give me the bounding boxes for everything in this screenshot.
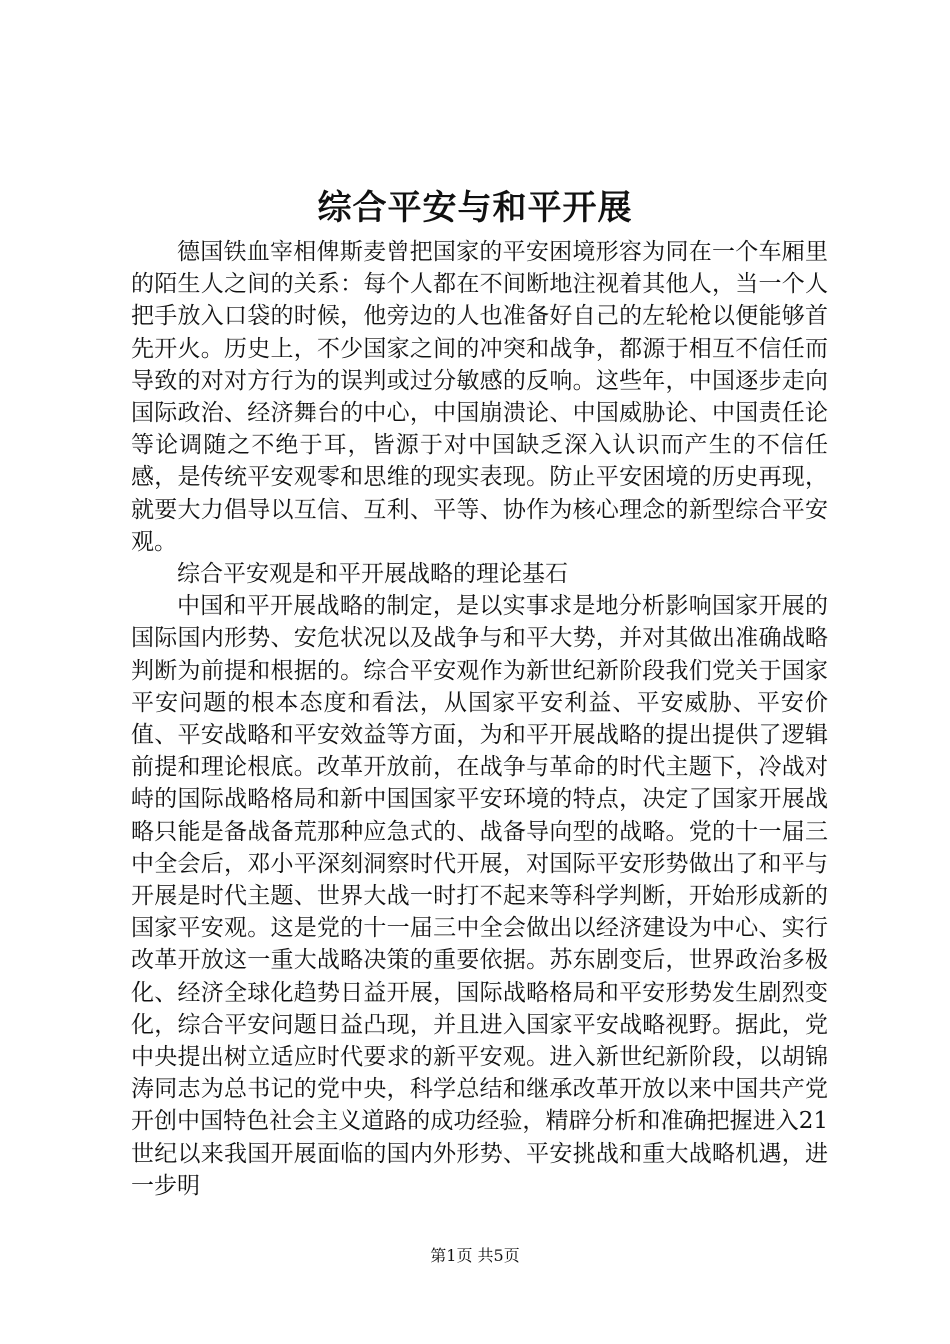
document-body (131, 236, 828, 1202)
section-heading: 综合平安观是和平开展战略的理论基石 (177, 561, 568, 588)
paragraph-main: 中国和平开展战略的制定，是以实事求是地分析影响国家开展的国际国内形势、安危状况以及战争与和平大势，并对其做出准确战略判断为前提和根据的。综合平安观作为新世纪新阶段我们党关于国家平安问题的根本态度和看法，从国家平安利益、平安威胁、平安价值、平安战略和平安效益等方面，为和平开展战略的提出提供了逻辑前提和理论根底。改革开放前，在战争与革命的时代主题下，冷战对峙的国际战略格局和新中国国家平安环境的特点，决定了国家开展战略只能是备战备荒那种应急式的、战备导向型的战略。党的十一届三中全会后，邓小平深刻洞察时代开展，对国际平安形势做出了和平与开展是时代主题、世界大战一时打不起来等科学判断，开始形成新的国家平安观。这是党的十一届三中全会做出以经济建设为中心、实行改革开放这一重大战略决策的重要依据。苏东剧变后，世界政治多极化、经济全球化趋势日益开展，国际战略格局和平安形势发生剧烈变化，综合平安问题日益凸现，并且进入国家平安战略视野。据此，党中央提出树立适应时代要求的新平安观。进入新世纪新阶段，以胡锦涛同志为总书记的党中央，科学总结和继承改革开放以来中国共产党开创中国特色社会主义道路的成功经验，精辟分析和准确把握进入21世纪以来我国开展面临的国内外形势、平安挑战和重大战略机遇，进一步明 (131, 593, 828, 1199)
paragraph-intro: 德国铁血宰相俾斯麦曾把国家的平安困境形容为同在一个车厢里的陌生人之间的关系：每个人都在不间断地注视着其他人，当一个人把手放入口袋的时候，他旁边的人也准备好自己的左轮枪以便能够首先开火。历史上，不少国家之间的冲突和战争，都源于相互不信任而导致的对对方行为的误判或过分敏感的反响。这些年，中国逐步走向国际政治、经济舞台的中心，中国崩溃论、中国威胁论、中国责任论等论调随之不绝于耳，皆源于对中国缺乏深入认识而产生的不信任感，是传统平安观零和思维的现实表现。防止平安困境的历史再现，就要大力倡导以互信、互利、平等、协作为核心理念的新型综合平安观。 (131, 239, 828, 555)
document-title: 综合平安与和平开展 (317, 188, 633, 228)
page-footer: 第1页 共5页 (430, 1246, 520, 1265)
